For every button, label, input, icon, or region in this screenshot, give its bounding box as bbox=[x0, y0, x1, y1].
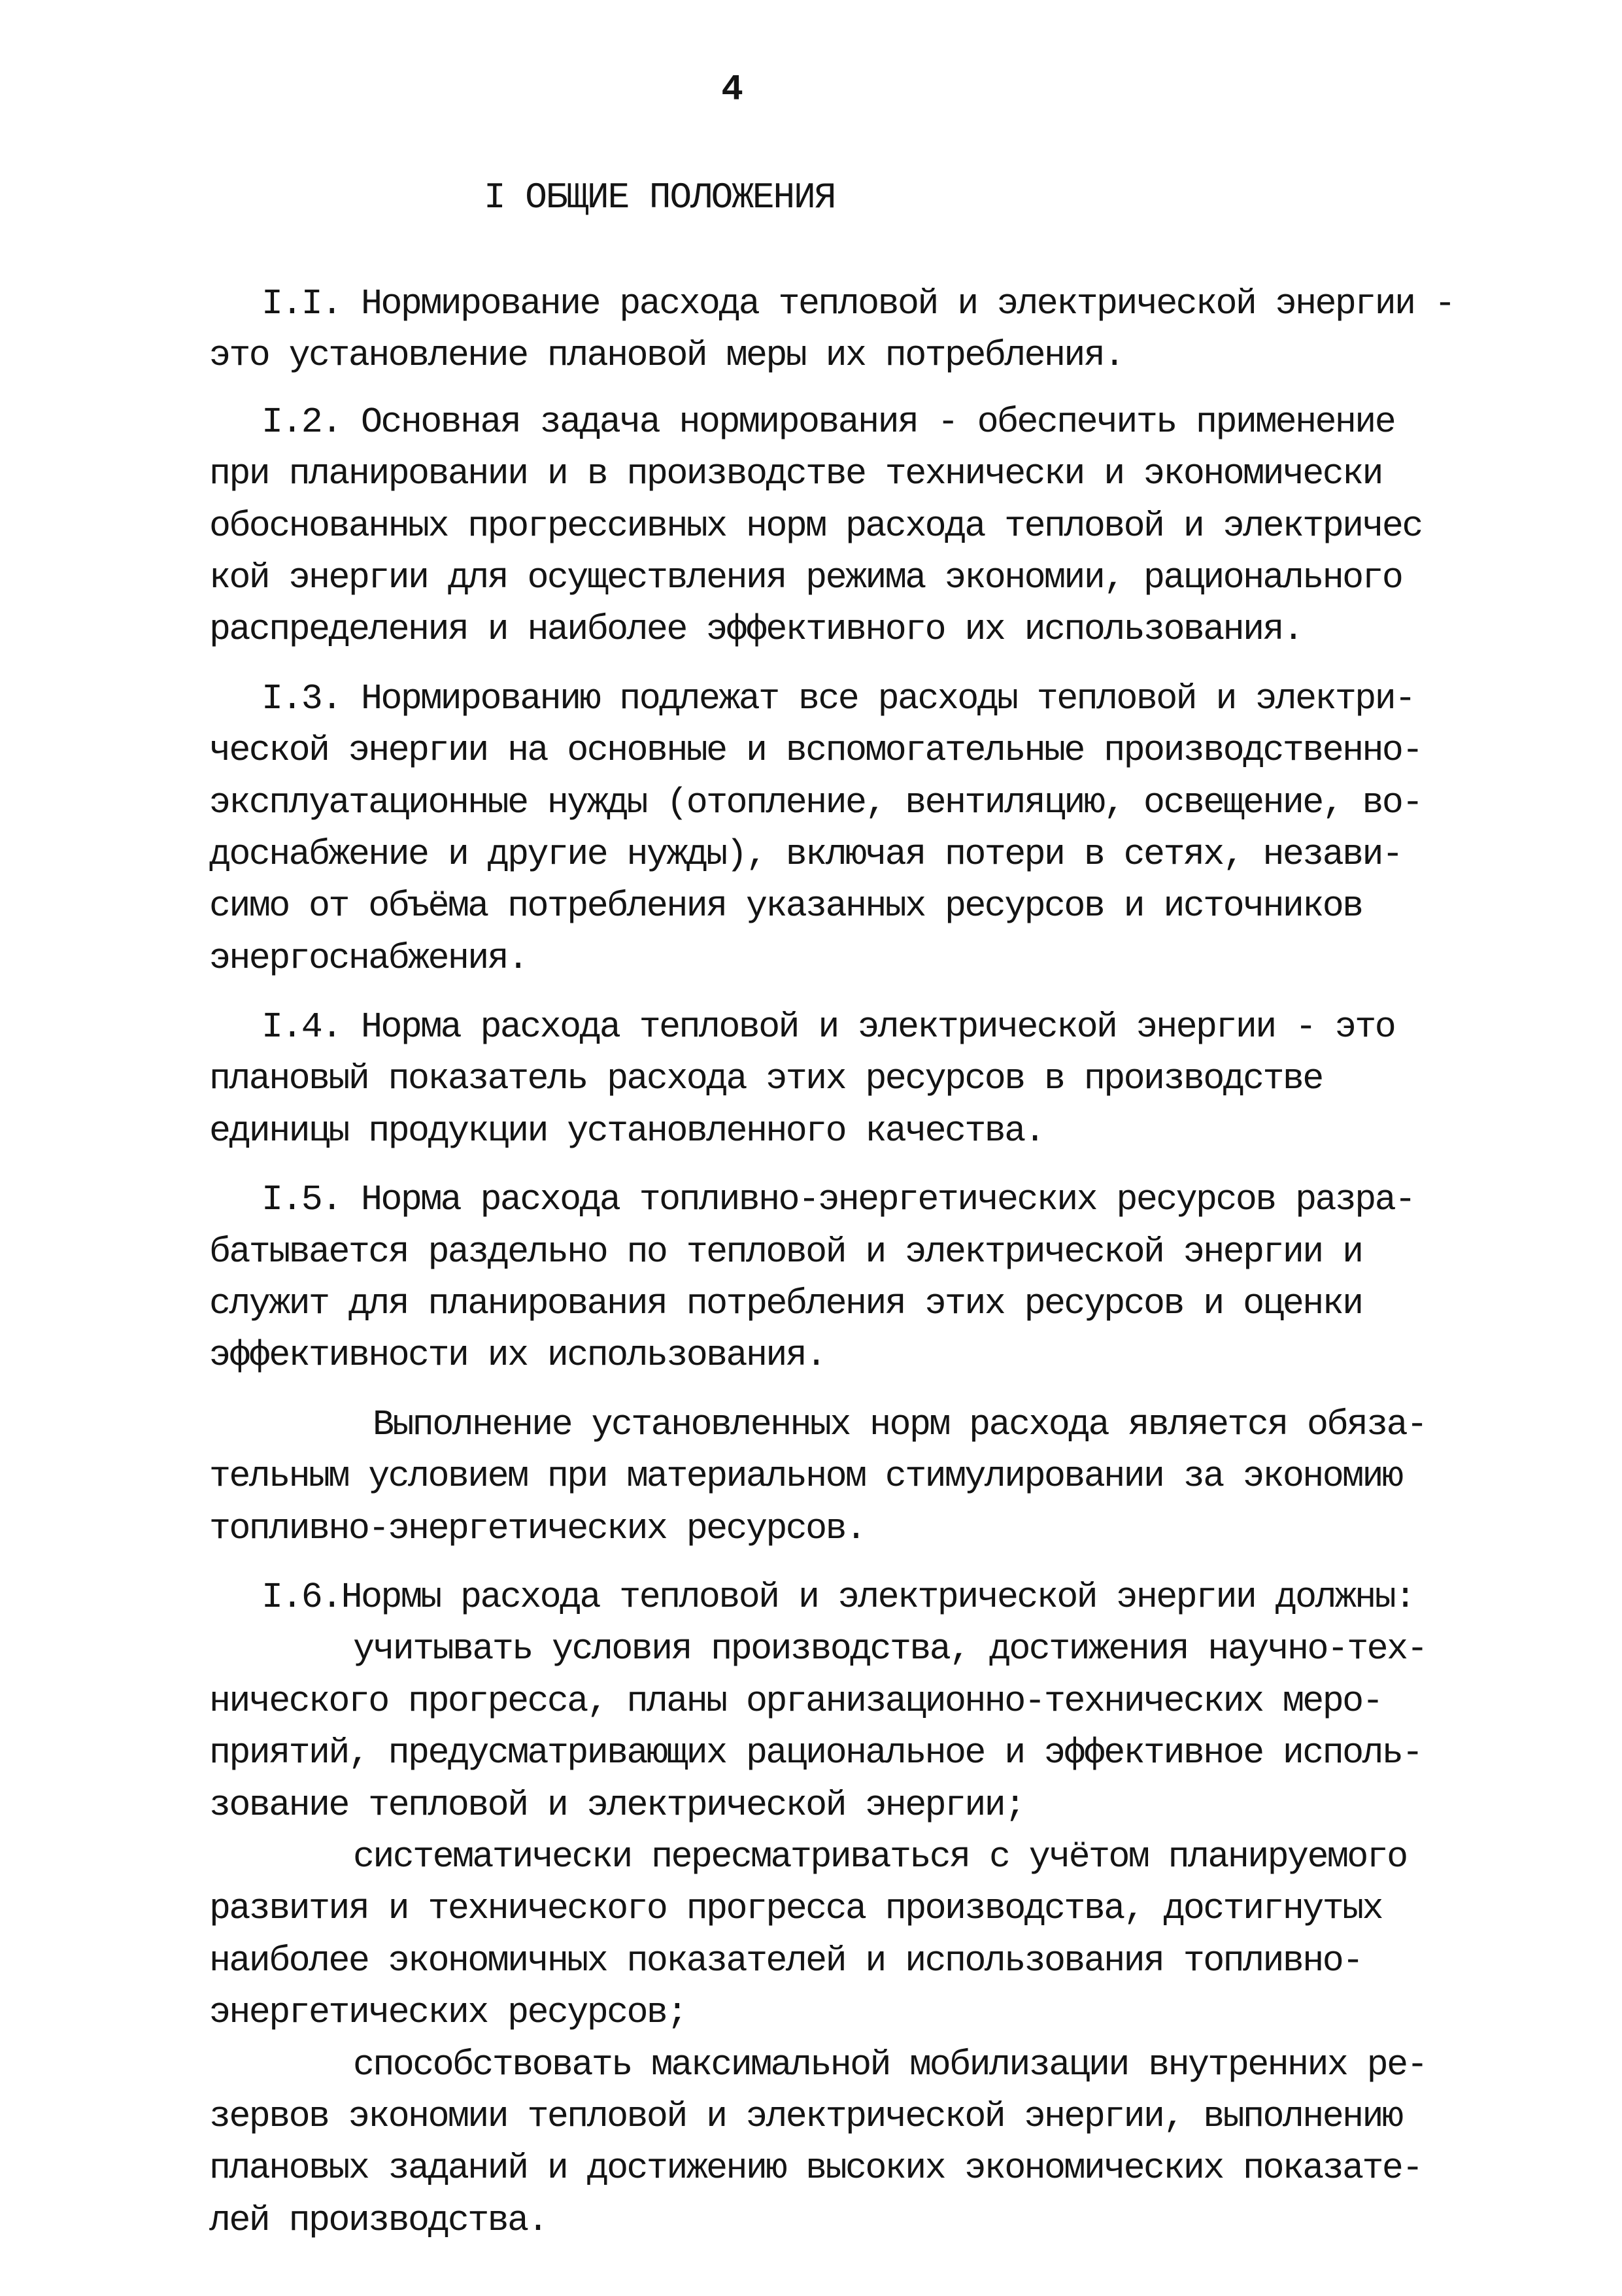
text-line: I.4. Норма расхода тепловой и электрической энергии - это bbox=[262, 1006, 1395, 1048]
text-line: I.2. Основная задача нормирования - обеспечить применение bbox=[262, 401, 1395, 443]
text-line: кой энергии для осуществления режима экономии, рационального bbox=[209, 557, 1402, 598]
text-line: I.I. Нормирование расхода тепловой и электрической энергии - bbox=[262, 283, 1455, 324]
page-number: 4 bbox=[721, 69, 743, 111]
text-line: зование тепловой и электрической энергии; bbox=[209, 1784, 1024, 1826]
text-line: ческой энергии на основные и вспомогательные производственно- bbox=[209, 730, 1422, 772]
text-line: зервов экономии тепловой и электрической энергии, выполнению bbox=[209, 2095, 1402, 2137]
text-line: это установление плановой меры их потребления. bbox=[209, 335, 1124, 377]
body-text bbox=[209, 278, 1471, 2246]
text-line: топливно-энергетических ресурсов. bbox=[209, 1507, 866, 1549]
text-line: при планировании и в производстве технически и экономически bbox=[209, 453, 1382, 495]
paragraph-1-6 bbox=[209, 1571, 1471, 2246]
text-line: Выполнение установленных норм расхода является обяза- bbox=[373, 1403, 1427, 1445]
text-line: тельным условием при материальном стимулировании за экономию bbox=[209, 1456, 1402, 1498]
text-line: единицы продукции установленного качества. bbox=[209, 1110, 1045, 1152]
text-line: I.3. Нормированию подлежат все расходы тепловой и электри- bbox=[262, 677, 1415, 719]
text-line: лей производства. bbox=[209, 2199, 547, 2241]
paragraph-1-5 bbox=[209, 1174, 1471, 1382]
paragraph-1-3 bbox=[209, 673, 1471, 984]
text-line: эксплуатационные нужды (отопление, вентиляцию, освещение, во- bbox=[209, 781, 1422, 823]
text-line: плановый показатель расхода этих ресурсов в производстве bbox=[209, 1058, 1323, 1100]
paragraph-1-2 bbox=[209, 396, 1471, 656]
text-line: плановых заданий и достижению высоких экономических показате- bbox=[209, 2148, 1422, 2189]
text-line: служит для планирования потребления этих ресурсов и оценки bbox=[209, 1283, 1362, 1325]
text-line: эффективности их использования. bbox=[209, 1335, 826, 1377]
text-line: приятий, предусматривающих рациональное и эффективное исполь- bbox=[209, 1732, 1422, 1774]
text-line: систематически пересматриваться с учётом планируемого bbox=[353, 1836, 1407, 1877]
text-line: учитывать условия производства, достижения научно-тех- bbox=[353, 1628, 1427, 1670]
text-line: нического прогресса, планы организационно-технических меро- bbox=[209, 1680, 1382, 1722]
text-line: энергетических ресурсов; bbox=[209, 1992, 686, 2034]
text-line: батывается раздельно по тепловой и электрической энергии и bbox=[209, 1231, 1362, 1273]
text-line: доснабжение и другие нужды), включая потери в сетях, незави- bbox=[209, 833, 1402, 875]
text-line: симо от объёма потребления указанных ресурсов и источников bbox=[209, 885, 1362, 927]
text-line: способствовать максимальной мобилизации внутренних ре- bbox=[353, 2044, 1427, 2085]
section-title: I ОБЩИЕ ПОЛОЖЕНИЯ bbox=[484, 177, 836, 218]
text-line: обоснованных прогрессивных норм расхода тепловой и электричес bbox=[209, 505, 1422, 547]
paragraph-1-1 bbox=[209, 278, 1471, 382]
text-line: I.6.Нормы расхода тепловой и электрической энергии должны: bbox=[262, 1576, 1415, 1618]
paragraph-1-4 bbox=[209, 1001, 1471, 1157]
text-line: энергоснабжения. bbox=[209, 937, 528, 979]
paragraph-1-5-continuation bbox=[209, 1399, 1471, 1554]
text-line: I.5. Норма расхода топливно-энергетических ресурсов разра- bbox=[262, 1179, 1415, 1221]
text-line: развития и технического прогресса производства, достигнутых bbox=[209, 1888, 1382, 1930]
text-line: распределения и наиболее эффективного их использования. bbox=[209, 609, 1303, 651]
text-line: наиболее экономичных показателей и использования топливно- bbox=[209, 1940, 1362, 1981]
